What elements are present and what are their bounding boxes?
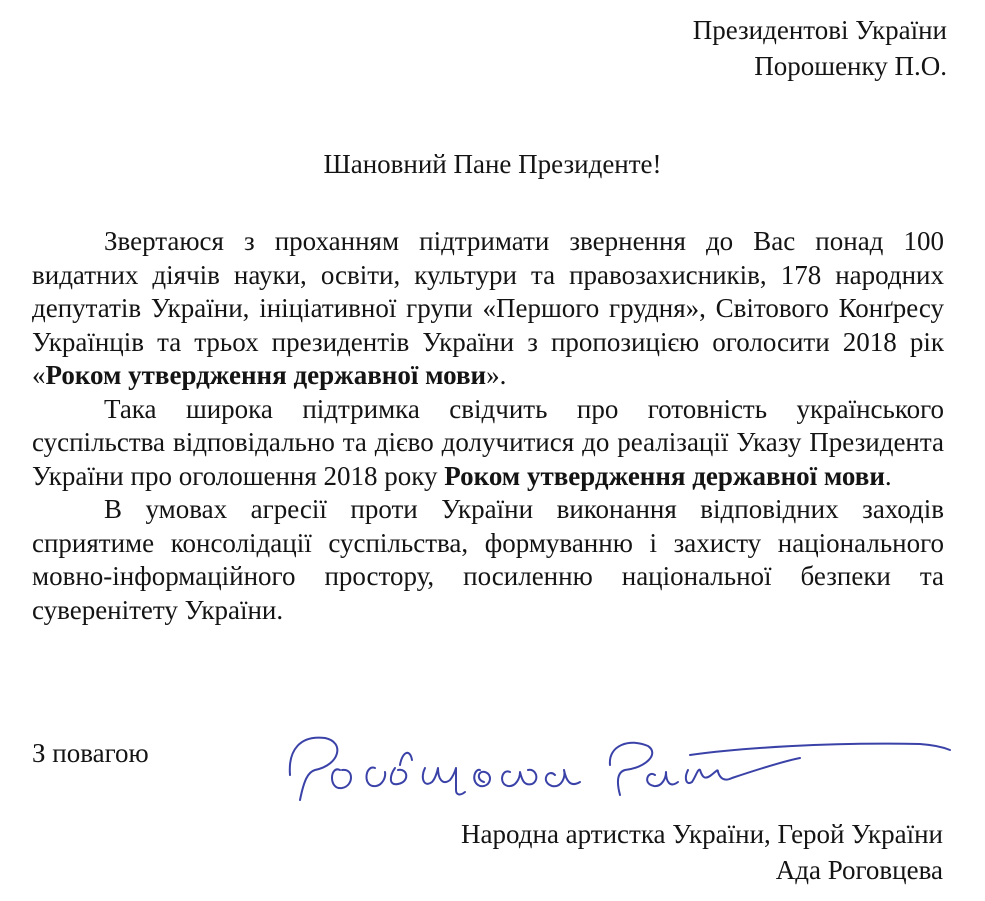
p1-tail: ».	[486, 360, 507, 390]
p1-bold-phrase: Роком утвердження державної мови	[45, 360, 487, 390]
body-paragraph-2	[32, 393, 944, 494]
body-paragraph-3: В умовах агресії проти України виконання відповідних заходів сприятиме консолідації суспільства, формуванню і захисту національного мовно-інформаційного простору, посиленню національної безпеки та суверенітету України.	[32, 494, 944, 625]
addressee-name: Порошенку П.О.	[754, 51, 947, 81]
handwritten-signature	[270, 720, 960, 820]
letter-body	[32, 225, 944, 627]
p2-tail: .	[884, 460, 892, 491]
addressee-block	[693, 12, 947, 84]
signer-block	[461, 816, 943, 888]
addressee-title: Президентові України	[692, 15, 947, 45]
signer-name: Ада Роговцева	[775, 855, 943, 885]
closing-phrase: З повагою	[32, 738, 149, 768]
p2-text: Така широка підтримка свідчить про готовність українського суспільства відповідально та дієво долучитися до реалізації Указу Президента України про оголошення 2018 року	[32, 393, 944, 491]
body-paragraph-1	[32, 225, 944, 393]
signer-title: Народна артистка України, Герой України	[461, 819, 943, 849]
p1-text: Звертаюся з проханням підтримати звернення до Вас понад 100 видатних діячів науки, освіти, культури та правозахисників, 178 народних депутатів України, ініціативної групи «Першого грудня», Світового Конґресу Українців та трьох президентів України з пропозицією оголосити 2018 рік «	[32, 226, 944, 390]
salutation: Шановний Пане Президенте!	[323, 149, 662, 179]
p2-bold-phrase: Роком утвердження державної мови	[444, 460, 885, 491]
